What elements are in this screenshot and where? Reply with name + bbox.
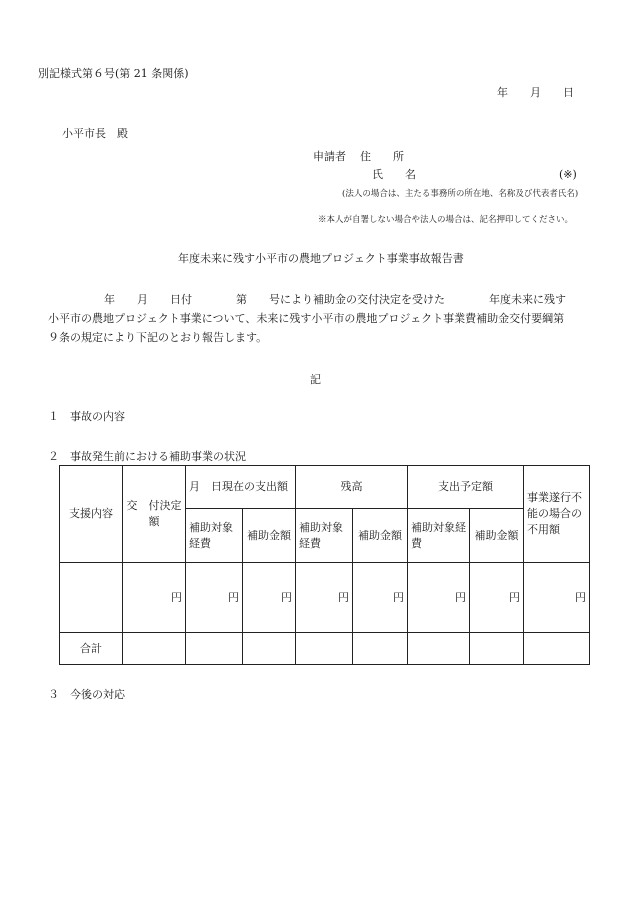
- yen-unit: 円: [338, 590, 349, 604]
- sub-header-subsidy-amount: 補助金額: [243, 509, 296, 563]
- total-cell: [408, 633, 470, 665]
- sub-header-target-expense: 補助対象経費: [296, 509, 353, 563]
- section-1-heading: １ 事故の内容: [48, 410, 125, 423]
- body-line-3: ９条の規定により下記のとおり報告します。: [48, 331, 268, 344]
- yen-cell: [186, 563, 243, 633]
- total-cell: [353, 633, 408, 665]
- yen-cell: [243, 563, 296, 633]
- body-line-2: 小平市の農地プロジェクト事業について、未来に残す小平市の農地プロジェクト事業費補助金交付要綱第: [48, 312, 565, 325]
- total-cell: [186, 633, 243, 665]
- section-2-heading: ２ 事故発生前における補助事業の状況: [48, 450, 246, 463]
- total-cell: [524, 633, 590, 665]
- table-total-row: [60, 633, 590, 665]
- yen-unit: 円: [575, 590, 586, 604]
- total-label: 合計: [60, 633, 123, 665]
- yen-unit: 円: [393, 590, 404, 604]
- yen-unit: 円: [171, 590, 182, 604]
- signature-note: ※本人が自署しない場合や法人の場合は、記名押印してください。: [318, 215, 574, 225]
- yen-cell: [296, 563, 353, 633]
- header-decided-amount: 交 付決定額: [123, 466, 186, 563]
- header-unused-amount: 事業遂行不能の場合の不用額: [524, 466, 590, 563]
- yen-unit: 円: [509, 590, 520, 604]
- sub-header-target-expense: 補助対象経費: [186, 509, 243, 563]
- header-balance: 残高: [296, 466, 408, 509]
- total-cell: [243, 633, 296, 665]
- content-cell: [60, 563, 123, 633]
- total-cell: [296, 633, 353, 665]
- header-expenditure-as-of: 月 日現在の支出額: [186, 466, 296, 509]
- total-cell: [123, 633, 186, 665]
- yen-unit: 円: [281, 590, 292, 604]
- form-number: 別記様式第６号(第 21 条関係): [38, 67, 189, 80]
- address-label: 住 所: [360, 150, 404, 163]
- sub-header-subsidy-amount: 補助金額: [353, 509, 408, 563]
- sub-header-subsidy-amount: 補助金額: [470, 509, 524, 563]
- sub-header-target-expense: 補助対象経費: [408, 509, 470, 563]
- name-label: 氏 名: [372, 168, 416, 181]
- yen-cell: [408, 563, 470, 633]
- yen-cell: [123, 563, 186, 633]
- yen-cell: [524, 563, 590, 633]
- total-cell: [470, 633, 524, 665]
- addressee: 小平市長 殿: [62, 127, 128, 140]
- table-row: [60, 563, 590, 633]
- yen-unit: 円: [228, 590, 239, 604]
- ki-heading: 記: [310, 373, 321, 386]
- corporation-note: (法人の場合は、主たる事務所の所在地、名称及び代表者氏名): [342, 189, 579, 199]
- date-line: 年 月 日: [497, 86, 574, 99]
- body-line-1: 年 月 日付 第 号により補助金の交付決定を受けた 年度未来に残す: [104, 293, 566, 306]
- header-support-content: 支援内容: [60, 466, 123, 563]
- yen-cell: [470, 563, 524, 633]
- seal-mark: (※): [559, 168, 577, 181]
- header-planned-expenditure: 支出予定額: [408, 466, 524, 509]
- status-table: [59, 465, 590, 665]
- yen-cell: [353, 563, 408, 633]
- yen-unit: 円: [455, 590, 466, 604]
- page-title: 年度未来に残す小平市の農地プロジェクト事業事故報告書: [178, 252, 464, 265]
- applicant-role: 申請者: [313, 150, 346, 163]
- section-3-heading: ３ 今後の対応: [48, 688, 125, 701]
